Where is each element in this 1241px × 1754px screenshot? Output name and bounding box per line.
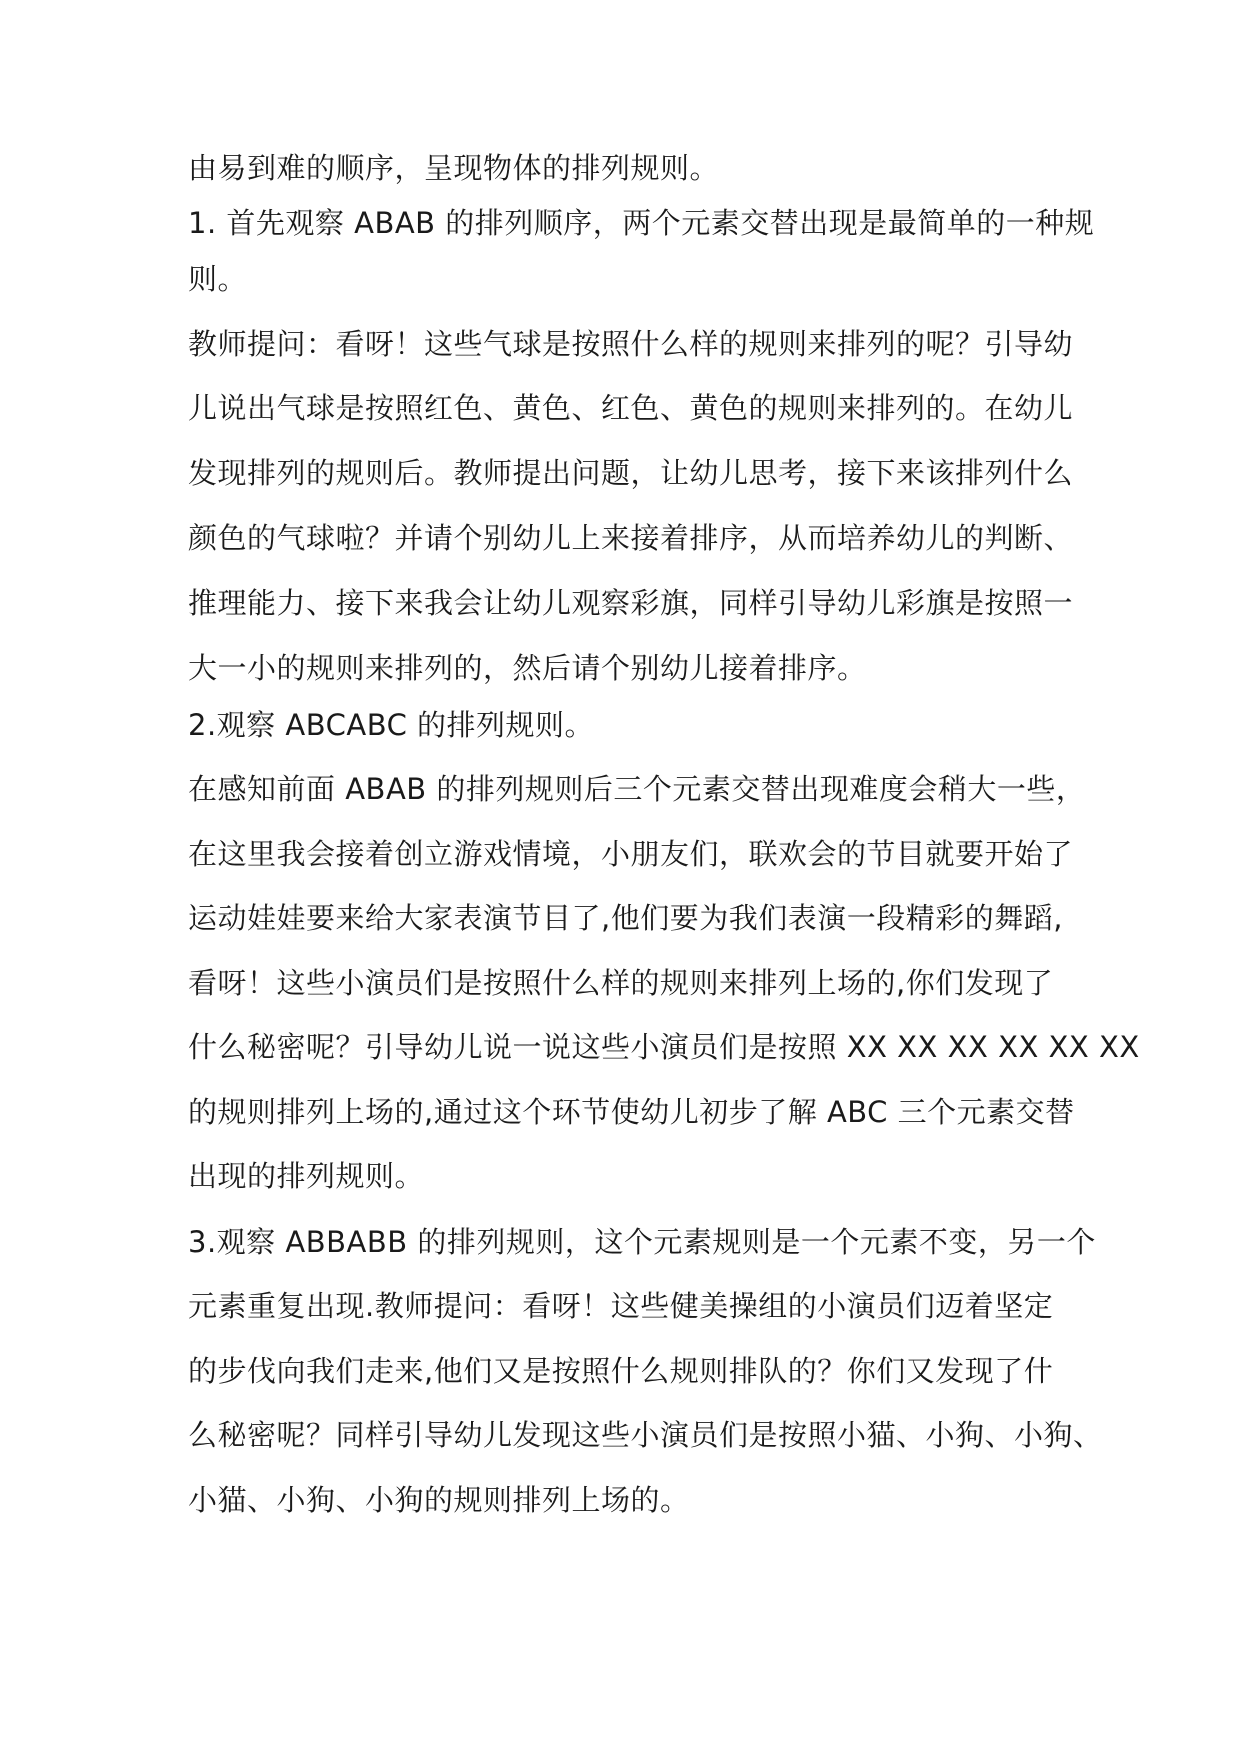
text-line: 出现的排列规则。 <box>188 1159 425 1193</box>
text-line: 么秘密呢？同样引导幼儿发现这些小演员们是按照小猫、小狗、小狗、 <box>188 1418 1103 1452</box>
text-line: 在这里我会接着创立游戏情境，小朋友们，联欢会的节目就要开始了 <box>188 837 1074 871</box>
text-line: 2.观察 ABCABC 的排列规则。 <box>188 708 595 742</box>
text-line: 在感知前面 ABAB 的排列规则后三个元素交替出现难度会稍大一些， <box>188 772 1086 806</box>
text-line: 发现排列的规则后。教师提出问题，让幼儿思考，接下来该排列什么 <box>188 456 1074 490</box>
text-line: 推理能力、接下来我会让幼儿观察彩旗，同样引导幼儿彩旗是按照一 <box>188 586 1074 620</box>
text-line: 由易到难的顺序，呈现物体的排列规则。 <box>188 151 720 185</box>
text-line: 儿说出气球是按照红色、黄色、红色、黄色的规则来排列的。在幼儿 <box>188 391 1074 425</box>
text-line: 小猫、小狗、小狗的规则排列上场的。 <box>188 1483 690 1517</box>
text-line: 看呀！这些小演员们是按照什么样的规则来排列上场的,你们发现了 <box>188 966 1054 1000</box>
text-line: 1. 首先观察 ABAB 的排列顺序，两个元素交替出现是最简单的一种规 <box>188 206 1095 240</box>
text-line: 3.观察 ABBABB 的排列规则，这个元素规则是一个元素不变，另一个 <box>188 1225 1096 1259</box>
text-line: 的规则排列上场的,通过这个环节使幼儿初步了解 ABC 三个元素交替 <box>188 1095 1075 1129</box>
text-line: 则。 <box>188 262 248 296</box>
text-line: 的步伐向我们走来,他们又是按照什么规则排队的？你们又发现了什 <box>188 1354 1054 1388</box>
text-line: 运动娃娃要来给大家表演节目了,他们要为我们表演一段精彩的舞蹈, <box>188 901 1063 935</box>
text-line: 颜色的气球啦？并请个别幼儿上来接着排序，从而培养幼儿的判断、 <box>188 521 1074 555</box>
text-line: 教师提问：看呀！这些气球是按照什么样的规则来排列的呢？引导幼 <box>188 327 1074 361</box>
text-line: 大一小的规则来排列的，然后请个别幼儿接着排序。 <box>188 651 867 685</box>
text-line: 元素重复出现.教师提问：看呀！这些健美操组的小演员们迈着坚定 <box>188 1289 1054 1323</box>
text-line: 什么秘密呢？引导幼儿说一说这些小演员们是按照 XX XX XX XX XX XX <box>188 1030 1140 1064</box>
